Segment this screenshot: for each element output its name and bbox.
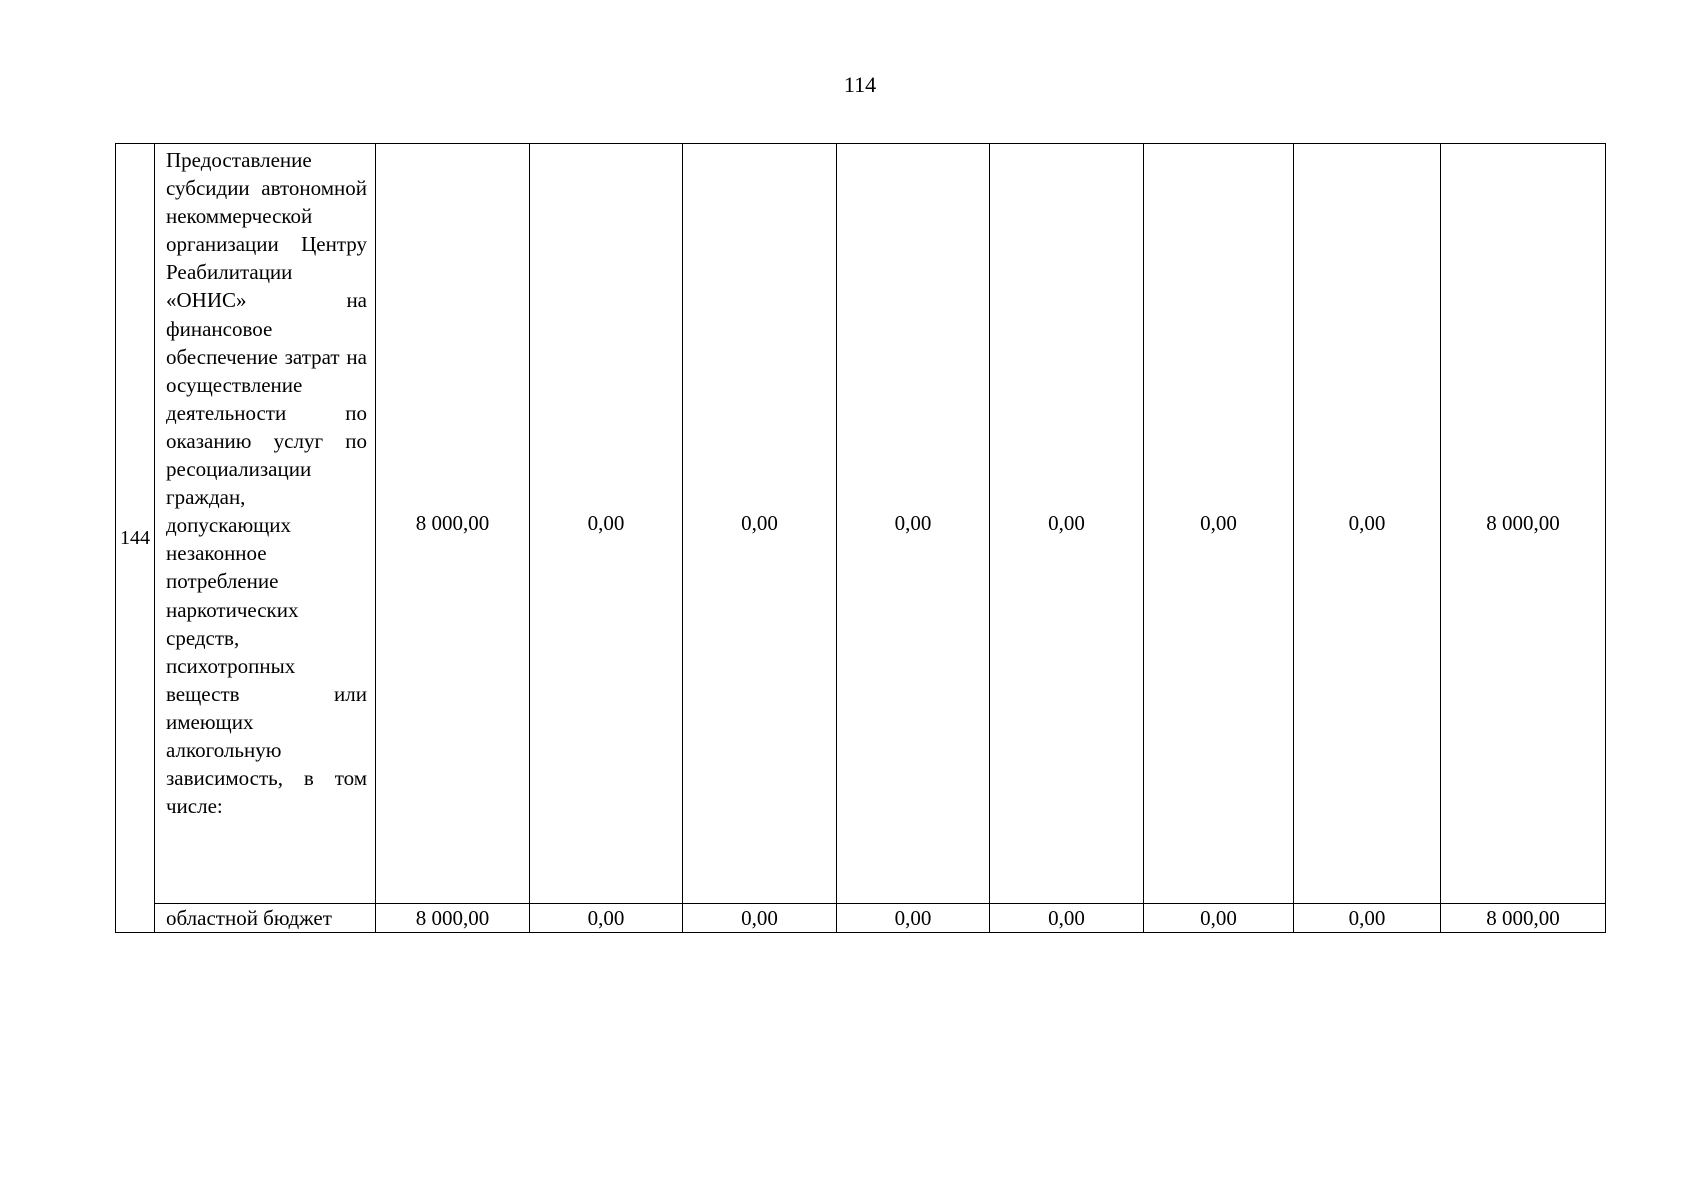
row-description: Предоставление субсидии автономной некоммерческой организации Центру Реабилитации «ОНИС» на финансовое обеспечение затрат на осуществление деятельности по оказанию услуг по ресоциализации граждан, допускающих незаконное потребление наркотических средств, психотропных веществ или имеющих алкогольную зависимость, в том числе:: [155, 144, 376, 904]
total-cell: 8 000,00: [1441, 904, 1606, 933]
value-cell: 0,00: [683, 904, 837, 933]
value-cell: 0,00: [1144, 144, 1294, 904]
value-cell: 0,00: [837, 144, 990, 904]
value-cell: 8 000,00: [376, 144, 530, 904]
value-cell: 0,00: [837, 904, 990, 933]
table-subrow: [116, 904, 1606, 933]
value-cell: 0,00: [990, 144, 1144, 904]
value-cell: 0,00: [1144, 904, 1294, 933]
value-cell: 8 000,00: [376, 904, 530, 933]
table-row: [116, 144, 1606, 904]
value-cell: 0,00: [1294, 144, 1441, 904]
subrow-label: областной бюджет: [155, 904, 376, 933]
total-cell: 8 000,00: [1441, 144, 1606, 904]
value-cell: 0,00: [990, 904, 1144, 933]
row-number: 144: [116, 144, 155, 933]
value-cell: 0,00: [530, 144, 683, 904]
value-cell: 0,00: [683, 144, 837, 904]
value-cell: 0,00: [1294, 904, 1441, 933]
budget-table: [115, 143, 1606, 933]
value-cell: 0,00: [530, 904, 683, 933]
page-number: 114: [843, 72, 877, 97]
